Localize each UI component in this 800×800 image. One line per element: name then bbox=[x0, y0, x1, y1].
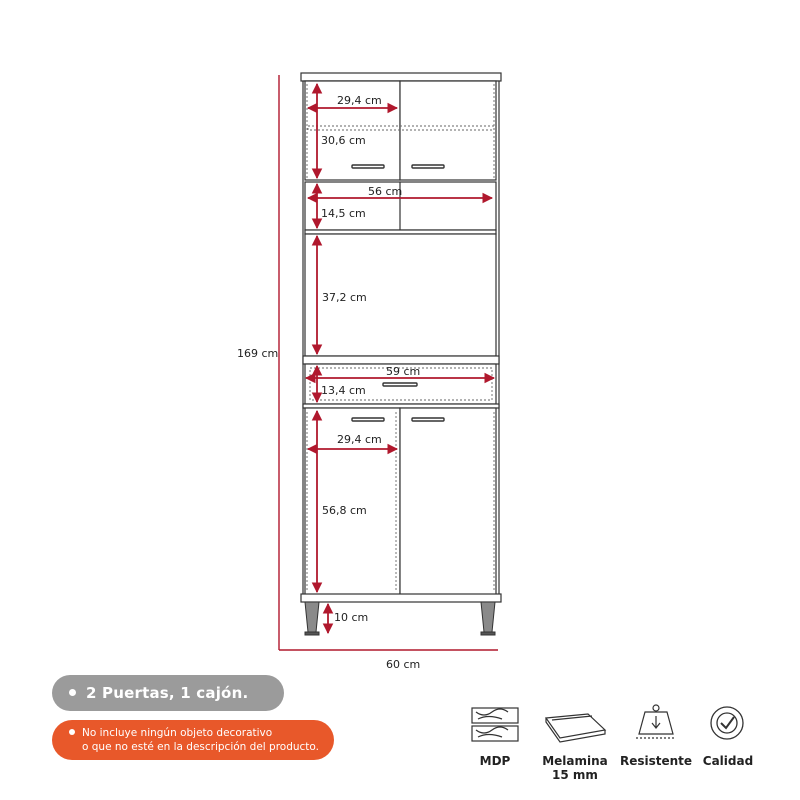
feature-resistente bbox=[616, 754, 696, 768]
handle-upper-left bbox=[352, 165, 384, 168]
middle-shelf bbox=[303, 356, 499, 364]
label-shelf-height: 14,5 cm bbox=[321, 207, 366, 220]
total-width-label: 60 cm bbox=[386, 658, 421, 671]
feature-calidad bbox=[688, 754, 768, 768]
melamine-sheet-icon bbox=[546, 714, 605, 742]
handle-lower-left bbox=[352, 418, 384, 421]
handle-upper-right bbox=[412, 165, 444, 168]
bullet-icon bbox=[69, 729, 75, 735]
feature-melamina bbox=[535, 754, 615, 782]
feature-resistente-label: Resistente bbox=[619, 754, 693, 768]
disclaimer-line-1: No incluye ningún objeto decorativo bbox=[82, 727, 273, 739]
label-upper-door-height: 30,6 cm bbox=[321, 134, 366, 147]
label-lower-door-width: 29,4 cm bbox=[337, 433, 382, 446]
label-lower-door-height: 56,8 cm bbox=[322, 504, 367, 517]
label-drawer-width: 59 cm bbox=[386, 365, 421, 378]
disclaimer-line-2: o que no esté en la descripción del producto. bbox=[82, 741, 319, 753]
feature-melamina-label: Melamina 15 mm bbox=[542, 754, 608, 782]
label-upper-door-width: 29,4 cm bbox=[337, 94, 382, 107]
bullet-icon bbox=[69, 689, 76, 696]
mdp-board-icon bbox=[472, 708, 518, 741]
cabinet-body bbox=[301, 73, 501, 602]
label-drawer-height: 13,4 cm bbox=[321, 384, 366, 397]
doors-drawer-pill bbox=[52, 675, 284, 711]
resistant-weight-icon bbox=[636, 705, 676, 738]
disclaimer-text bbox=[82, 726, 319, 754]
cabinet-top bbox=[301, 73, 501, 81]
feature-mdp-label: MDP bbox=[479, 754, 511, 768]
shelf-line bbox=[305, 230, 496, 234]
handle-lower-right bbox=[412, 418, 444, 421]
disclaimer-pill bbox=[52, 720, 334, 760]
feature-mdp bbox=[455, 754, 535, 768]
cabinet-base bbox=[301, 594, 501, 602]
handle-drawer bbox=[383, 383, 417, 386]
feature-calidad-label: Calidad bbox=[702, 754, 754, 768]
leg-right bbox=[481, 602, 495, 632]
doors-drawer-text: 2 Puertas, 1 cajón. bbox=[86, 684, 249, 702]
label-open-height: 37,2 cm bbox=[322, 291, 367, 304]
quality-badge-icon bbox=[711, 707, 743, 739]
drawer-divider bbox=[303, 404, 499, 408]
leg-left bbox=[305, 602, 319, 632]
label-leg-height: 10 cm bbox=[334, 611, 369, 624]
total-height-label: 169 cm bbox=[237, 347, 279, 360]
lower-door-right bbox=[400, 408, 496, 596]
label-inner-width: 56 cm bbox=[368, 185, 403, 198]
